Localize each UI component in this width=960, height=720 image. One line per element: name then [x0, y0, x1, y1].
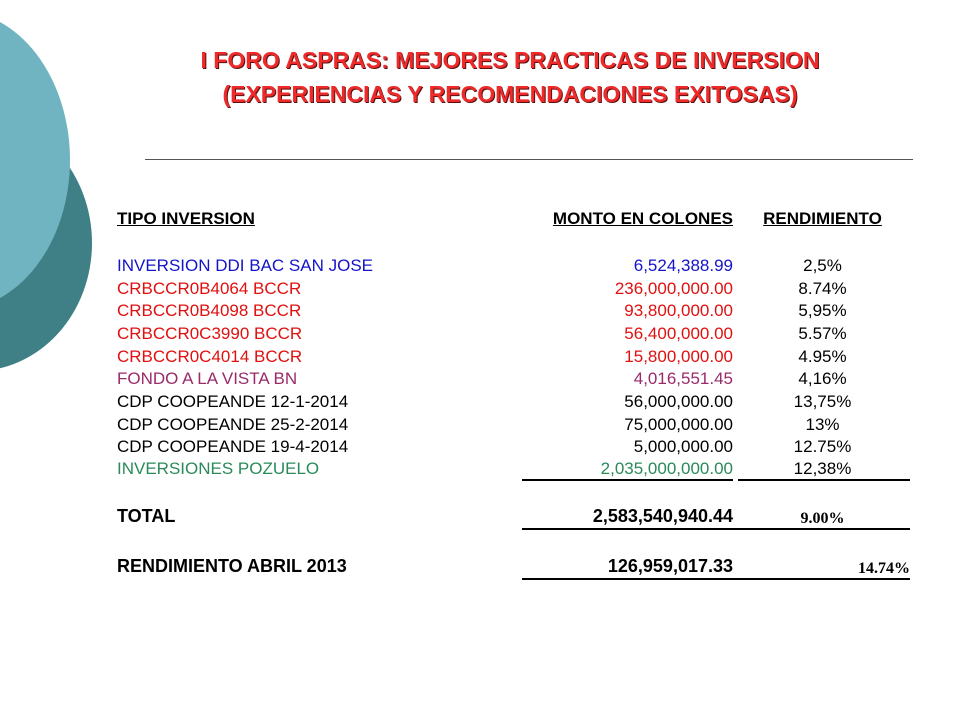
row-rate: 4.95%	[798, 347, 847, 366]
row-amount: 93,800,000.00	[624, 301, 733, 320]
row-name: CRBCCR0B4064 BCCR	[117, 279, 302, 298]
row-name: CRBCCR0C3990 BCCR	[117, 324, 303, 343]
row-rate: 12,38%	[793, 459, 852, 478]
slide-title-line2: (EXPERIENCIAS Y RECOMENDACIONES EXITOSAS)	[222, 81, 798, 107]
row-amount: 236,000,000.00	[614, 279, 733, 298]
row-amount: 75,000,000.00	[624, 415, 733, 434]
row-rate: 12.75%	[793, 437, 852, 456]
header-tipo-inversion: TIPO INVERSION	[117, 209, 255, 228]
row-name: FONDO A LA VISTA BN	[117, 369, 298, 388]
row-rate: 8.74%	[798, 279, 847, 298]
header-monto: MONTO EN COLONES	[552, 209, 733, 228]
row-amount: 56,400,000.00	[624, 324, 733, 343]
subtotal-line-rate	[738, 479, 910, 481]
row-name: CDP COOPEANDE 19-4-2014	[117, 437, 349, 456]
row-name: CRBCCR0C4014 BCCR	[117, 347, 303, 366]
row-amount: 6,524,388.99	[633, 256, 733, 275]
row-rate: 13,75%	[793, 392, 852, 411]
row-name: INVERSIONES POZUELO	[117, 459, 320, 478]
row-rate: 13%	[805, 415, 840, 434]
total-amount: 2,583,540,940.44	[592, 506, 733, 526]
row-name: CDP COOPEANDE 25-2-2014	[117, 415, 349, 434]
row-rate: 4,16%	[798, 369, 847, 388]
april-amount: 126,959,017.33	[607, 556, 733, 576]
april-underline	[522, 578, 910, 580]
row-name: CRBCCR0B4098 BCCR	[117, 301, 302, 320]
header-rendimiento: RENDIMIENTO	[763, 209, 882, 228]
row-amount: 56,000,000.00	[624, 392, 733, 411]
subtotal-line-amount	[522, 479, 733, 481]
row-name: CDP COOPEANDE 12-1-2014	[117, 392, 349, 411]
total-rate: 9.00%	[800, 510, 845, 527]
title-divider	[145, 159, 913, 160]
april-rate: 14.74%	[858, 560, 910, 577]
row-amount: 5,000,000.00	[633, 437, 733, 456]
slide-title-line1: I FORO ASPRAS: MEJORES PRACTICAS DE INVERSION	[200, 47, 820, 73]
row-name: INVERSION DDI BAC SAN JOSE	[117, 256, 373, 275]
row-amount: 4,016,551.45	[633, 369, 733, 388]
total-label: TOTAL	[117, 506, 176, 526]
total-underline	[522, 528, 910, 530]
april-label: RENDIMIENTO ABRIL 2013	[117, 556, 347, 576]
row-amount: 2,035,000,000.00	[600, 459, 733, 478]
row-rate: 5.57%	[798, 324, 847, 343]
row-rate: 5,95%	[798, 301, 847, 320]
row-rate: 2,5%	[803, 256, 842, 275]
row-amount: 15,800,000.00	[624, 347, 733, 366]
